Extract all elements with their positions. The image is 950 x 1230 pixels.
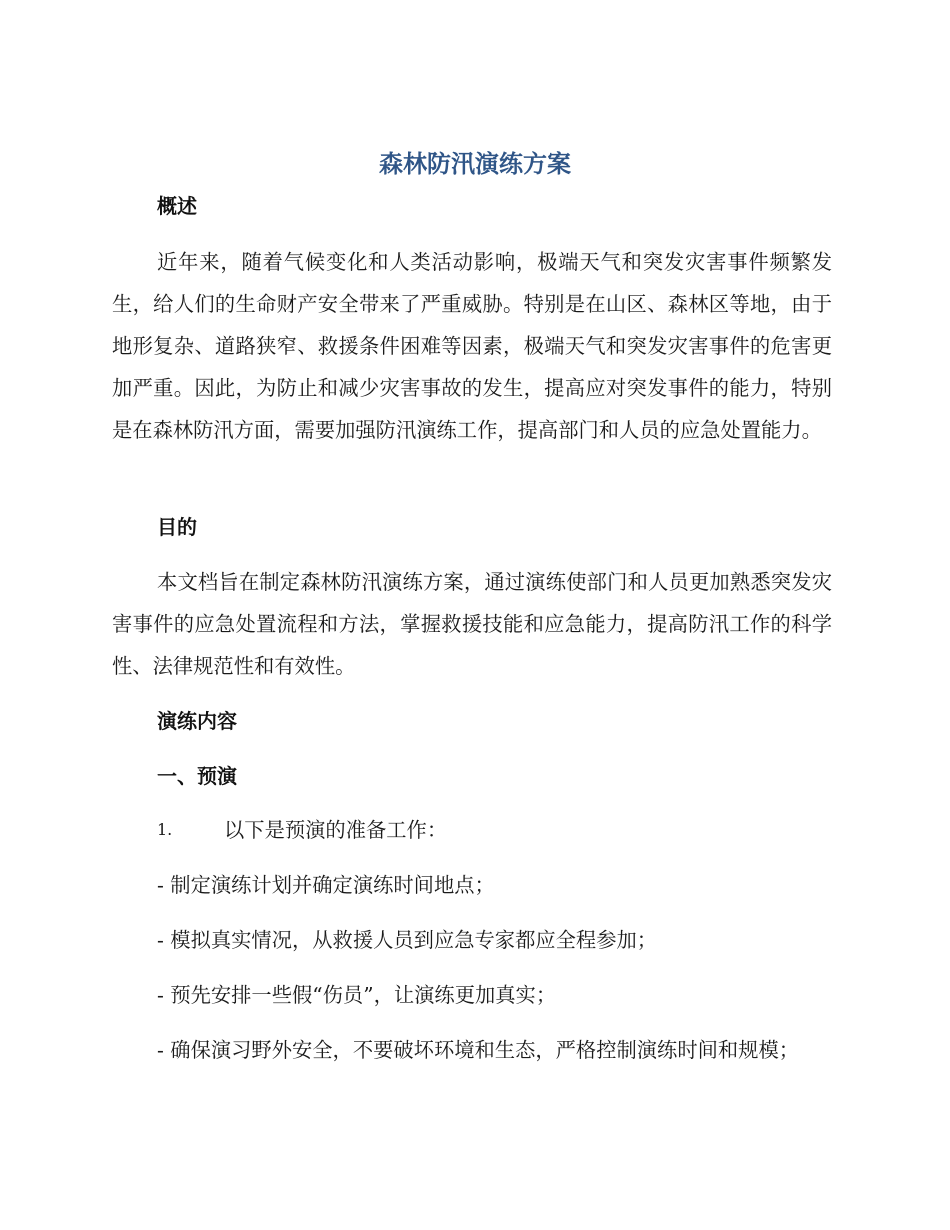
list-intro: 以下是预演的准备工作：	[224, 818, 448, 842]
content-heading: 演练内容	[157, 709, 237, 733]
overview-paragraph: 近年来，随着气候变化和人类活动影响，极端天气和突发灾害事件频繁发生，给人们的生命财产安全带来了严重威胁。特别是在山区、森林区等地，由于地形复杂、道路狭窄、救援条件困难等因素，极端天气和突发灾害事件的危害更加严重。因此，为防止和减少灾害事故的发生，提高应对突发事件的能力，特别是在森林防汛方面，需要加强防汛演练工作，提高部门和人员的应急处置能力。	[112, 250, 832, 442]
bullet-item: - 确保演习野外安全，不要破坏环境和生态，严格控制演练时间和规模；	[157, 1038, 800, 1062]
purpose-paragraph: 本文档旨在制定森林防汛演练方案，通过演练使部门和人员更加熟悉突发灾害事件的应急处置流程和方法，掌握救援技能和应急能力，提高防汛工作的科学性、法律规范性和有效性。	[112, 570, 832, 678]
purpose-heading: 目的	[157, 515, 197, 539]
bullet-item: - 预先安排一些假“伤员”，让演练更加真实；	[157, 983, 557, 1007]
bullet-item: - 制定演练计划并确定演练时间地点；	[157, 873, 495, 897]
overview-heading: 概述	[157, 194, 197, 218]
bullet-item: - 模拟真实情况，从救援人员到应急专家都应全程参加；	[157, 928, 658, 952]
list-number: 1.	[157, 820, 173, 839]
document-title: 森林防汛演练方案	[379, 150, 571, 178]
preexercise-heading: 一、预演	[157, 764, 237, 788]
